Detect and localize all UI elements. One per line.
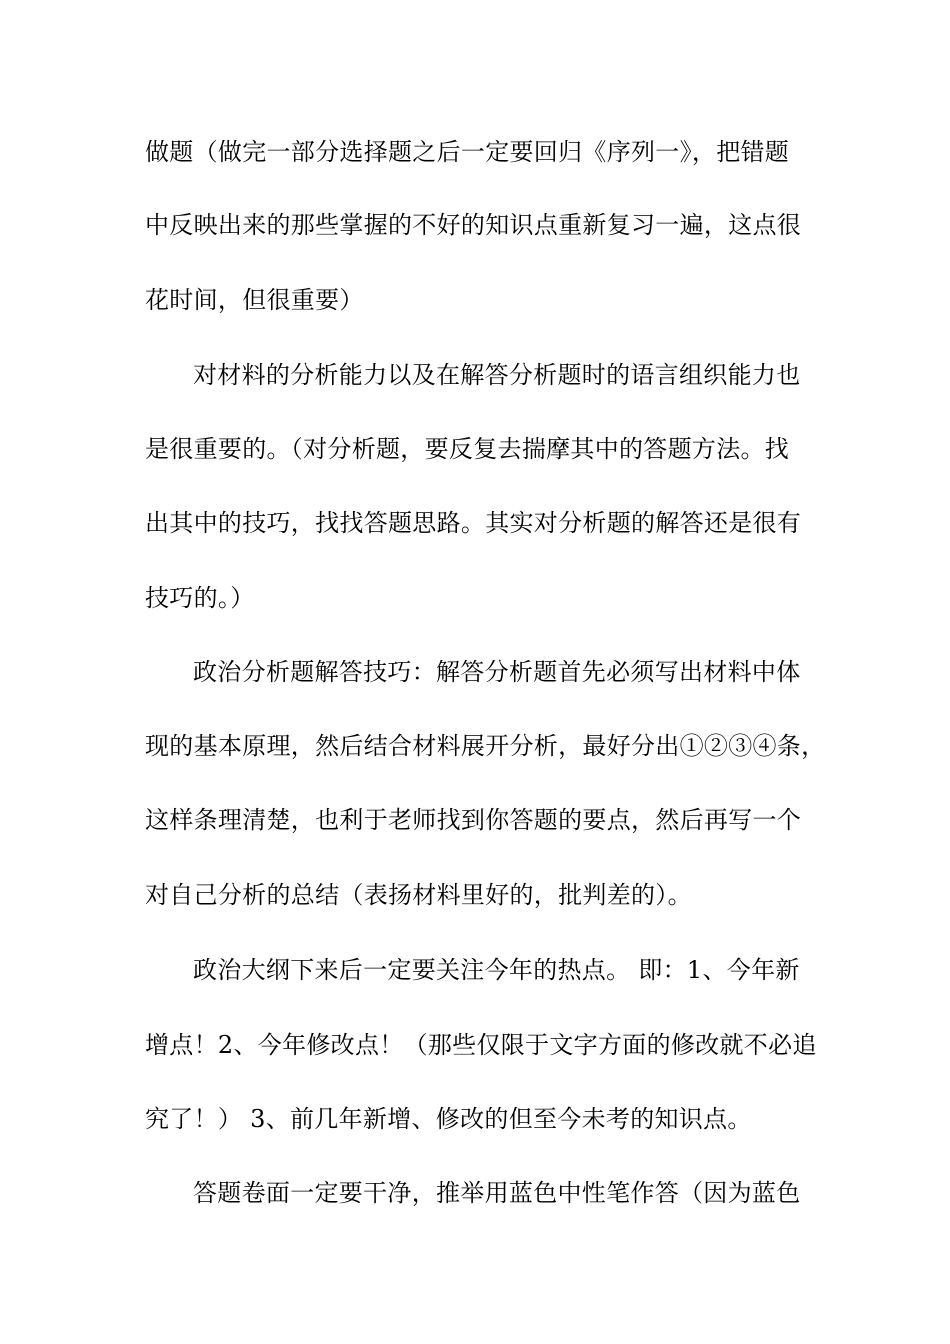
text-line-2: 中反映出来的那些掌握的不好的知识点重新复习一遍，这点很 bbox=[145, 211, 802, 239]
text-line-1: 做题（做完一部分选择题之后一定要回归《序列一》，把错题 bbox=[145, 138, 790, 166]
text-line-8: 政治分析题解答技巧：解答分析题首先必须写出材料中体 bbox=[193, 658, 801, 686]
text-line-9: 现的基本原理，然后结合材料展开分析，最好分出①②③④条， bbox=[145, 732, 826, 760]
text-line-13: 增点！2、今年修改点！（那些仅限于文字方面的修改就不必追 bbox=[145, 1031, 817, 1059]
text-line-10: 这样条理清楚，也利于老师找到你答题的要点，然后再写一个 bbox=[145, 806, 802, 834]
text-line-15: 答题卷面一定要干净，推举用蓝色中性笔作答（因为蓝色 bbox=[193, 1179, 801, 1207]
text-line-4: 对材料的分析能力以及在解答分析题时的语言组织能力也 bbox=[193, 361, 801, 389]
text-line-7: 技巧的。） bbox=[145, 584, 255, 612]
text-line-3: 花时间，但很重要） bbox=[145, 286, 364, 314]
text-line-12: 政治大纲下来后一定要关注今年的热点。 即：1、今年新 bbox=[193, 956, 800, 984]
text-line-11: 对自己分析的总结（表扬材料里好的，批判差的）。 bbox=[145, 881, 692, 909]
text-line-5: 是很重要的。（对分析题，要反复去揣摩其中的答题方法。找 bbox=[145, 435, 790, 463]
text-line-14: 究了！） 3、前几年新增、修改的但至今未考的知识点。 bbox=[145, 1105, 752, 1133]
text-line-6: 出其中的技巧，找找答题思路。其实对分析题的解答还是很有 bbox=[145, 509, 802, 537]
